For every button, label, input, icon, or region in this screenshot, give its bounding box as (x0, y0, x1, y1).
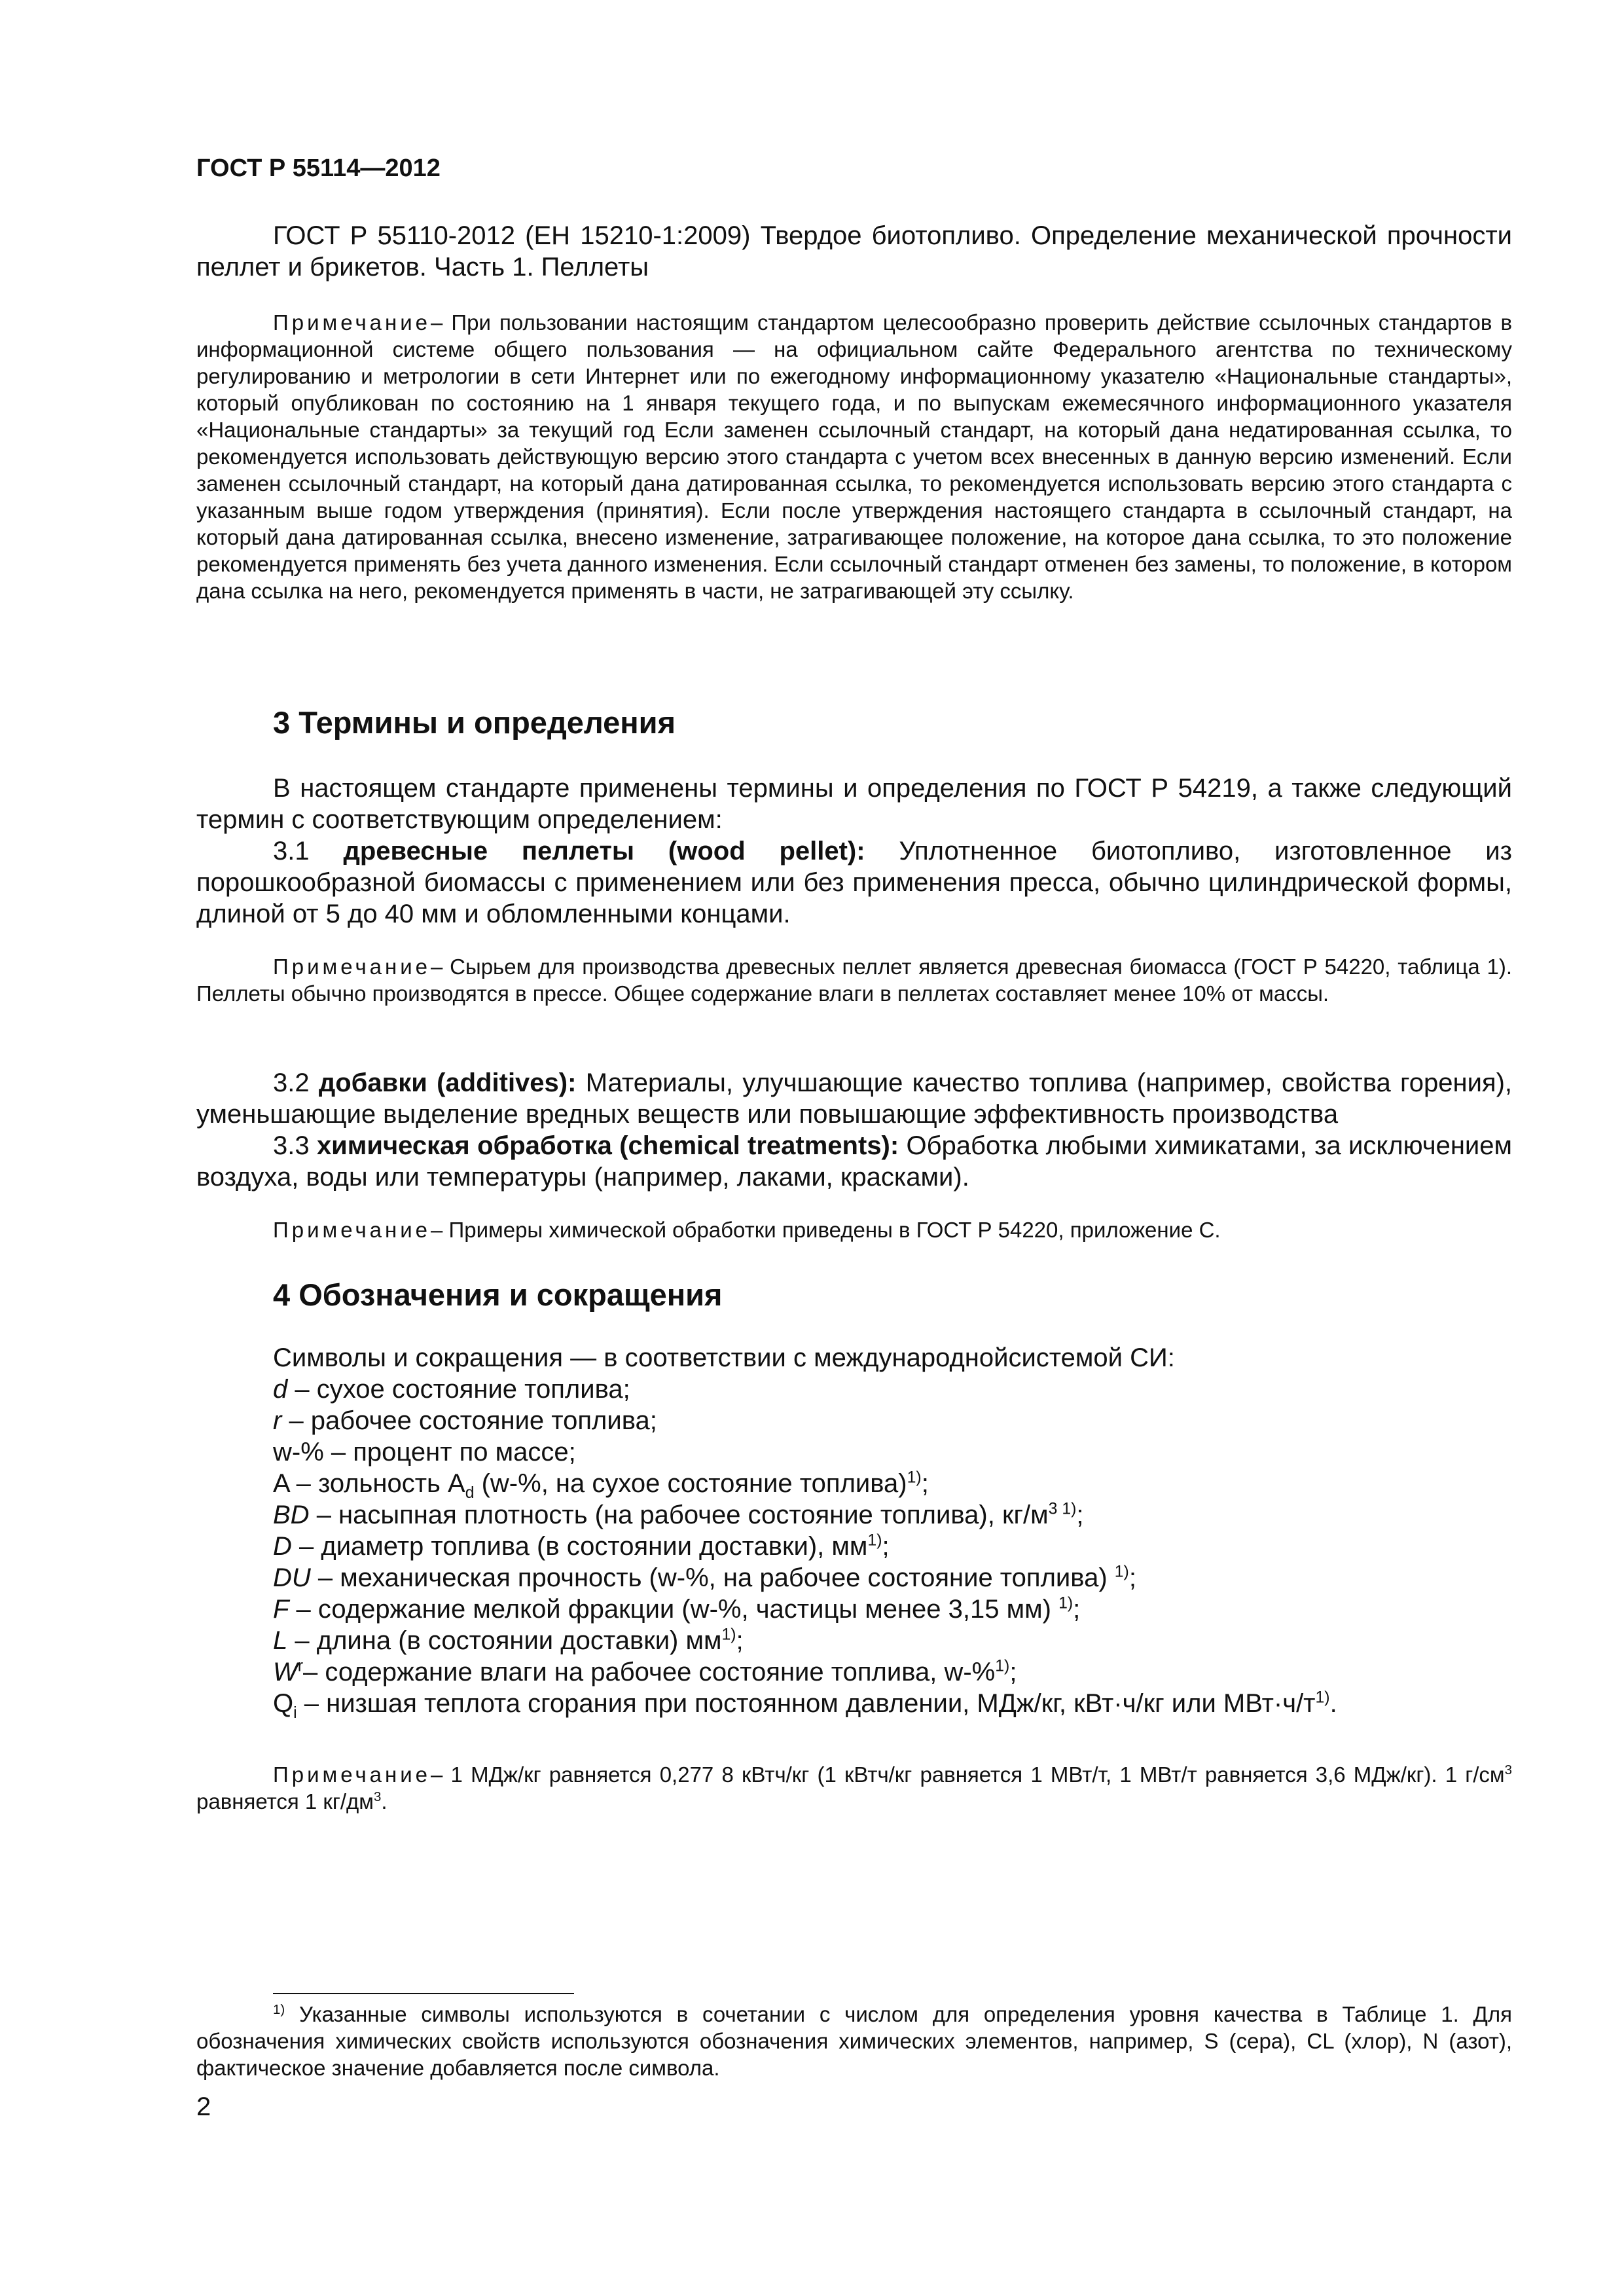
symbol-item: $W^r-$ содержание влаги на рабочее состояние топлива, w-%$^{1)}$; (273, 1657, 1017, 1686)
term-3-1: 3.1 древесные пеллеты (wood pellet): Уплотненное биотопливо, изготовленное из порошкообразной биомассы с применением или без применения пресса, обычно цилиндрической формы, длиной от 5 до 40 мм и обломленными концами. (196, 837, 1512, 928)
note-units: Примечание– 1 МДж/кг равняется 0,277 8 кВтч/кг (1 кВтч/кг равняется 1 МВт/т, 1 МВт/т равняется 3,6 МДж/кг). 1 $г/см^3$ равняется 1 $кг/дм^3$. (196, 1762, 1512, 1813)
note-pellets: Примечание– Сырьем для производства древесных пеллет является древесная биомасса (ГОСТ Р 54220, таблица 1). Пеллеты обычно производятся в прессе. Общее содержание влаги в пеллетах составляет менее 10% от массы. (196, 955, 1512, 1006)
term-3-2: 3.2 добавки (additives): Материалы, улучшающие качество топлива (например, свойства горения), уменьшающие выделение вредных веществ или повышающие эффективность производства (196, 1068, 1512, 1129)
footnote-mark: 1) (273, 2002, 285, 2017)
symbol-item: w-% – процент по массе; (273, 1438, 576, 1467)
section-3-title-wrap (196, 704, 1512, 740)
term-3-3: 3.3 химическая обработка (chemical treatments): Обработка любыми химикатами, за исключением воздуха, воды или температуры (например, лаками, красками). (196, 1131, 1512, 1192)
symbol-item: $Q_i$ – низшая теплота сгорания при постоянном давлении, МДж/кг, кВт·ч/кг или $МВт\cdot ч/т^{1)}$. (273, 1688, 1337, 1722)
terms-3-2-3-3 (196, 1067, 1512, 1193)
footnote (196, 2001, 1512, 2081)
symbol-item: DU – механическая прочность (w-%, на рабочее состояние топлива) $^{1)}$; (273, 1563, 1136, 1592)
symbols-intro: Символы и сокращения — в соответствии с международнойсистемой СИ: (273, 1343, 1175, 1372)
section-3-title: 3 Термины и определения (273, 705, 676, 740)
symbol-item: A – зольность $A_d$ (w-%, на сухое состояние топлива)$^{1)}$; (273, 1468, 929, 1502)
page-number: 2 (196, 2092, 211, 2121)
footnote-text: Указанные символы используются в сочетании с числом для определения уровня качества в Таблице 1. Для обозначения химических свойств используются обозначения химических элементов, например, S (сера), CL (хлор), N (азот), фактическое значение добавляется после символа. (196, 2002, 1512, 2080)
symbols-list (196, 1342, 1512, 1722)
note-references (196, 309, 1512, 604)
symbol-item: L – длина (в состоянии доставки) $мм^{1)}$; (273, 1626, 744, 1655)
reference-entry: ГОСТ Р 55110-2012 (ЕН 15210-1:2009) Твердое биотопливо. Определение механической прочности пеллет и брикетов. Часть 1. Пеллеты (196, 221, 1512, 282)
symbol-item: D – диаметр топлива (в состоянии доставки), $мм^{1)}$; (273, 1531, 890, 1561)
symbol-item: d – сухое состояние топлива; (273, 1375, 630, 1404)
section-4-title: 4 Обозначения и сокращения (273, 1277, 723, 1312)
symbol-item: r – рабочее состояние топлива; (273, 1406, 657, 1435)
symbol-item: F – содержание мелкой фракции (w-%, частицы менее 3,15 мм) $^{1)}$; (273, 1594, 1081, 1624)
footnote-rule (273, 1993, 574, 1994)
symbol-item: BD – насыпная плотность (на рабочее состояние топлива), $кг/м^{3 1)}$; (273, 1500, 1084, 1529)
note-text: – При пользовании настоящим стандартом целесообразно проверить действие ссылочных стандартов в информационной системе общего пользования — на официальном сайте Федерального агентства по техническому регулированию и метрологии в сети Интернет или по ежегодному информационному указателю «Национальные стандарты», который опубликован по состоянию на 1 января текущего года, и по выпускам ежемесячного информационного указателя «Национальные стандарты» за текущий год Если заменен ссылочный стандарт, на который дана недатированная ссылка, то рекомендуется использовать действующую версию этого стандарта с учетом всех внесенных в данную версию изменений. Если заменен ссылочный стандарт, на который дана датированная ссылка, то рекомендуется использовать версию этого стандарта с указанным выше годом утверждения (принятия). Если после утверждения настоящего стандарта в ссылочный стандарт, на который дана датированная ссылка, внесено изменение, затрагивающее положение, на которое дана ссылка, то это положение рекомендуется применять без учета данного изменения. Если ссылочный стандарт отменен без замены, то положение, в котором дана ссылка на него, рекомендуется применять в части, не затрагивающей эту ссылку. (196, 310, 1512, 603)
document-header: ГОСТ Р 55114—2012 (196, 155, 441, 182)
section-3-intro: В настоящем стандарте применены термины и определения по ГОСТ Р 54219, а также следующий термин с соответствующим определением: 3.1 древесные пеллеты (wood pellet): Уплотненное биотопливо, изготовленное из порошкообразной биомассы с применением или без применения пресса, обычно цилиндрической формы, длиной от 5 до 40 мм и обломленными концами. (196, 774, 1512, 928)
note-chemical: Примечание– Примеры химической обработки приведены в ГОСТ Р 54220, приложение С. (273, 1218, 1221, 1242)
document-page (196, 0, 1512, 2296)
note-label: Примечание (273, 310, 431, 335)
section-4-title-wrap (196, 1277, 1512, 1313)
